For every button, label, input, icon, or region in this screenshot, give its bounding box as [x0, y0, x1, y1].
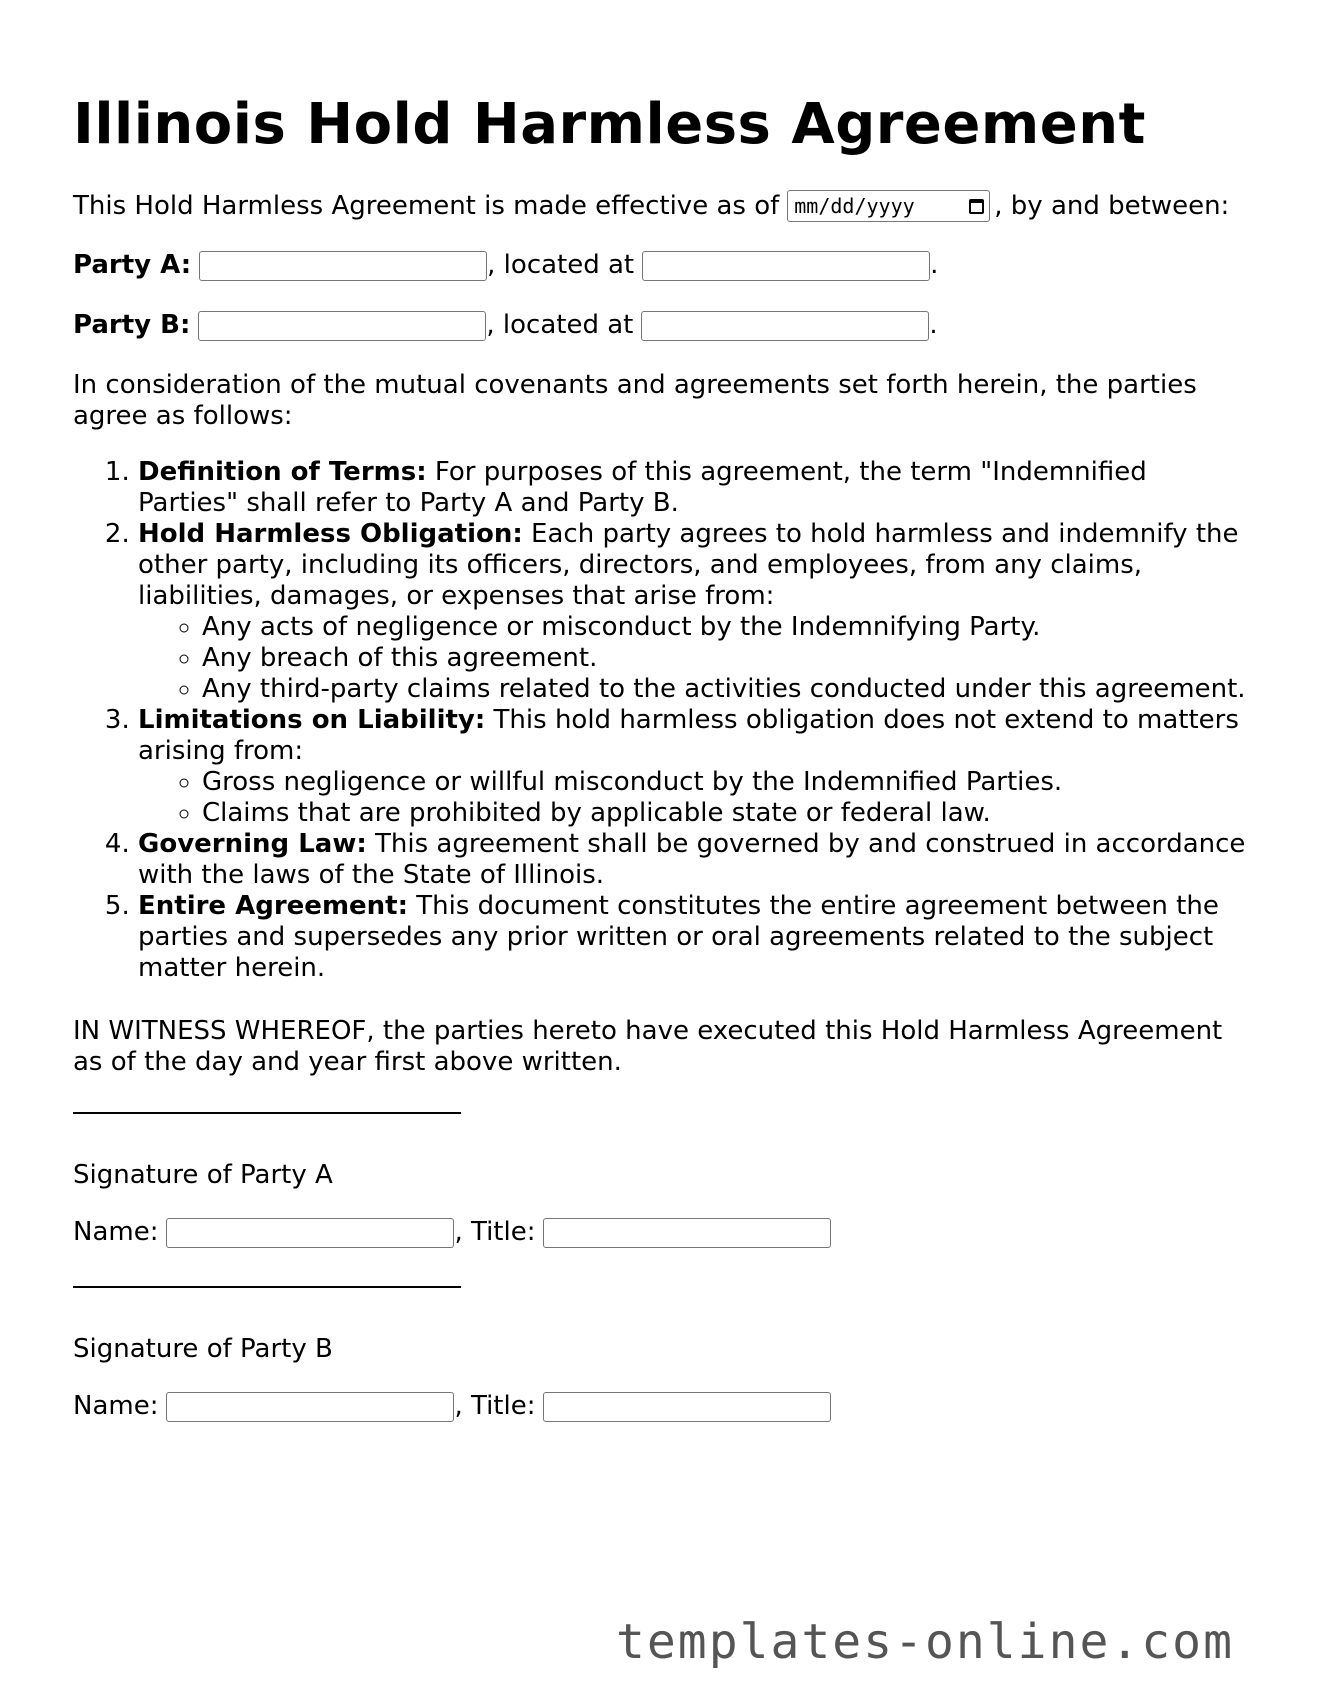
- sub-item: ◦ Any acts of negligence or misconduct by the Indemnifying Party.: [202, 612, 1253, 643]
- page-title: Illinois Hold Harmless Agreement: [73, 92, 1146, 157]
- party-b-located-label: , located at: [486, 310, 634, 340]
- sub-list: [138, 767, 1253, 829]
- term-item: [138, 519, 1253, 705]
- party-b-name-input[interactable]: [198, 311, 486, 341]
- witness-paragraph: IN WITNESS WHEREOF, the parties hereto have executed this Hold Harmless Agreement as of the day and year first above written.: [73, 1016, 1223, 1077]
- signature-b-title-input[interactable]: [543, 1392, 831, 1422]
- signature-b-name-row: [73, 1391, 831, 1422]
- sub-item: ◦ Any breach of this agreement.: [202, 643, 1253, 674]
- party-a-name-input[interactable]: [199, 251, 487, 281]
- term-item: [138, 705, 1253, 829]
- intro-text: This Hold Harmless Agreement is made effective as of: [73, 190, 780, 221]
- signature-a-title-input[interactable]: [543, 1218, 831, 1248]
- date-placeholder: mm/dd/yyyy: [794, 193, 915, 218]
- term-text: Each party agrees to hold harmless and indemnify the other party, including its officers, directors, and employees, from any claims, liabilities, damages, or expenses that arise from:: [138, 519, 1239, 611]
- signature-a-title-label: , Title:: [454, 1217, 536, 1247]
- term-text: This hold harmless obligation does not extend to matters arising from:: [138, 705, 1239, 766]
- signature-b-name-label: Name:: [73, 1391, 159, 1421]
- signature-a-line[interactable]: [73, 1112, 461, 1114]
- sub-list: [138, 612, 1253, 705]
- term-heading: Governing Law:: [138, 829, 367, 859]
- term-heading: Limitations on Liability:: [138, 705, 486, 735]
- party-b-period: .: [929, 310, 938, 340]
- signature-a-name-input[interactable]: [166, 1218, 454, 1248]
- signature-a-name-row: [73, 1217, 831, 1248]
- intro-line: [73, 190, 1229, 222]
- terms-list: [73, 457, 1253, 984]
- term-heading: Hold Harmless Obligation:: [138, 519, 523, 549]
- watermark: templates-online.com: [616, 1614, 1234, 1670]
- signature-b-caption: Signature of Party B: [73, 1334, 333, 1364]
- signature-b-title-label: , Title:: [454, 1391, 536, 1421]
- effective-date-input[interactable]: [787, 190, 990, 222]
- party-a-period: .: [930, 250, 939, 280]
- party-a-address-input[interactable]: [642, 251, 930, 281]
- party-b-line: [73, 310, 938, 341]
- party-b-address-input[interactable]: [641, 311, 929, 341]
- party-a-line: [73, 250, 938, 281]
- intro-text-end: , by and between:: [994, 190, 1230, 221]
- party-a-label: Party A:: [73, 250, 192, 280]
- signature-b-name-input[interactable]: [166, 1392, 454, 1422]
- term-item: [138, 457, 1253, 519]
- party-a-located-label: , located at: [487, 250, 635, 280]
- signature-a-name-label: Name:: [73, 1217, 159, 1247]
- term-item: [138, 891, 1253, 984]
- sub-item: ◦ Claims that are prohibited by applicable state or federal law.: [202, 798, 1253, 829]
- sub-item: ◦ Gross negligence or willful misconduct by the Indemnified Parties.: [202, 767, 1253, 798]
- term-text: This agreement shall be governed by and construed in accordance with the laws of the State of Illinois.: [138, 829, 1246, 890]
- party-b-label: Party B:: [73, 310, 191, 340]
- signature-b-line[interactable]: [73, 1286, 461, 1288]
- term-text: This document constitutes the entire agreement between the parties and supersedes any prior written or oral agreements related to the subject matter herein.: [138, 891, 1219, 983]
- calendar-icon[interactable]: [969, 199, 984, 214]
- term-text: For purposes of this agreement, the term "Indemnified Parties" shall refer to Party A and Party B.: [138, 457, 1147, 518]
- term-heading: Entire Agreement:: [138, 891, 409, 921]
- sub-item: ◦ Any third-party claims related to the activities conducted under this agreement.: [202, 674, 1253, 705]
- consideration-paragraph: In consideration of the mutual covenants and agreements set forth herein, the parties agree as follows:: [73, 370, 1197, 431]
- signature-a-caption: Signature of Party A: [73, 1160, 333, 1190]
- term-item: [138, 829, 1253, 891]
- term-heading: Definition of Terms:: [138, 457, 427, 487]
